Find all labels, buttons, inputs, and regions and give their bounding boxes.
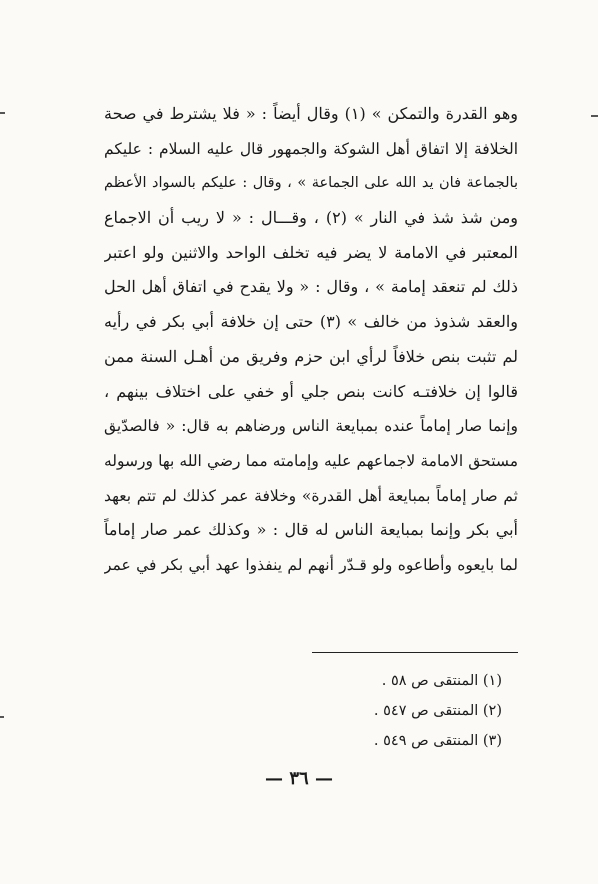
text-line: الخلافة إلا اتفاق أهل الشوكة والجمهور قال عليه السلام : عليكم bbox=[104, 139, 518, 158]
text-line: لما بايعوه وأطاعوه ولو قـدّر أنهم لم ينفذوا عهد أبي بكر في عمر bbox=[104, 555, 518, 574]
body-text bbox=[104, 97, 518, 583]
text-line: ثم صار إماماً بمبايعة أهل القدرة» وخلافة عمر كذلك لم تتم بعهد bbox=[104, 486, 518, 505]
footnote: (١) المنتقى ص ٥٨ . bbox=[381, 673, 502, 689]
page-number: — ٣٦ — bbox=[265, 768, 333, 789]
text-line: لم تثبت بنص خلافاً لرأي ابن حزم وفريق من أهـل السنة ممن bbox=[104, 346, 518, 366]
footnote: (٣) المنتقى ص ٥٤٩ . bbox=[373, 733, 502, 749]
footnote-divider bbox=[312, 652, 518, 653]
text-line: والعقد شذوذ من خالف » (٣) حتى إن خلافة أبي بكر في رأيه bbox=[104, 312, 518, 332]
margin-mark bbox=[591, 115, 598, 117]
text-line: أبي بكر وإنما بمبايعة الناس له قال : « وكذلك عمر صار إماماً bbox=[104, 520, 518, 540]
text-line: المعتبر في الامامة لا يضر فيه تخلف الواحد والاثنين ولو اعتبر bbox=[104, 242, 518, 262]
text-line: مستحق الامامة لاجماعهم عليه وإمامته مما رضي الله بها ورسوله bbox=[104, 451, 518, 470]
text-line: قالوا إن خلافتـه كانت بنص جلي أو خفي على اختلاف بينهم ، bbox=[104, 381, 518, 401]
margin-mark bbox=[0, 112, 5, 114]
margin-mark bbox=[0, 716, 4, 718]
text-line: وإنما صار إماماً عنده بمبايعة الناس ورضاهم به قال: « فالصدّيق bbox=[104, 417, 518, 436]
text-line: ومن شذ شذ في النار » (٢) ، وقـــال : « لا ريب أن الاجماع bbox=[104, 208, 518, 228]
footnote: (٢) المنتقى ص ٥٤٧ . bbox=[373, 703, 502, 719]
footnotes bbox=[374, 666, 502, 756]
text-line: ذلك لم تنعقد إمامة » ، وقال : « ولا يقدح في اتفاق أهل الحل bbox=[104, 277, 518, 297]
text-line: بالجماعة فان يد الله على الجماعة » ، وقال : عليكم بالسواد الأعظم bbox=[104, 175, 518, 192]
text-line: وهو القدرة والتمكن » (١) وقال أيضاً : « فلا يشترط في صحة bbox=[104, 104, 518, 123]
